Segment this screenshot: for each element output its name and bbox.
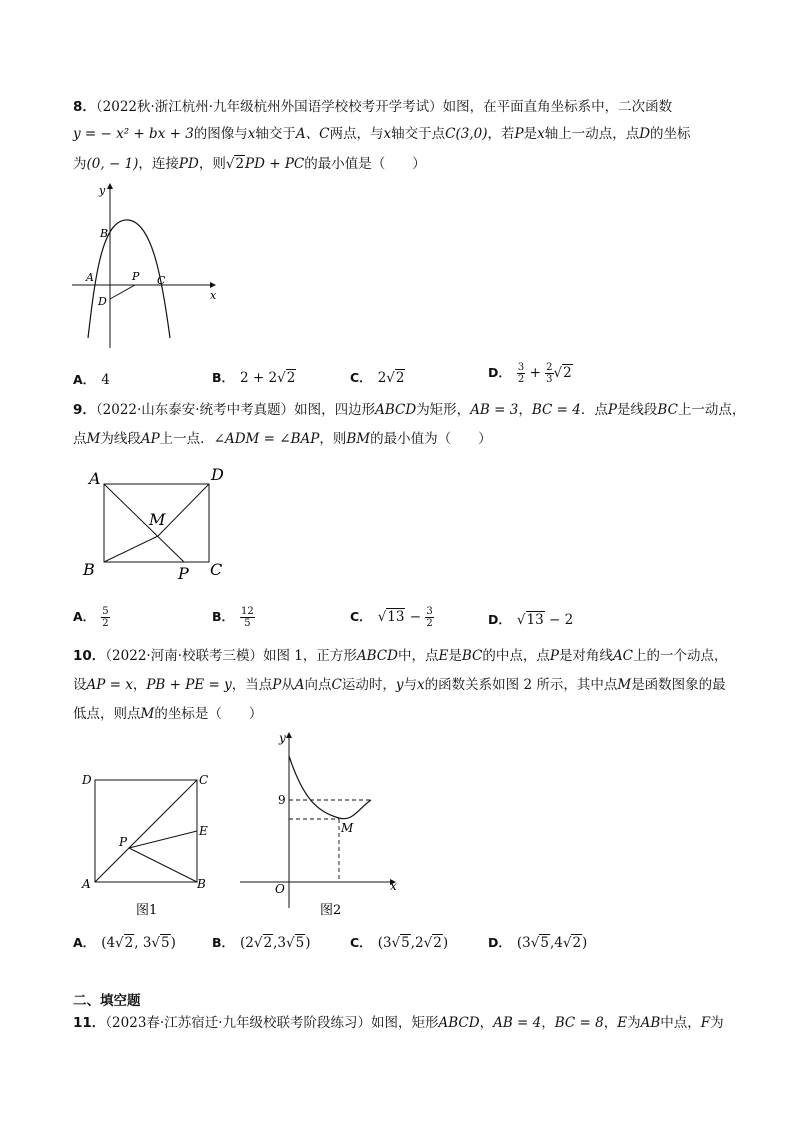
frac-den: 2 bbox=[517, 374, 525, 385]
q9-option-a[interactable] bbox=[73, 606, 110, 629]
option-radicand: 2 bbox=[572, 935, 582, 951]
q10-figure1-square bbox=[74, 765, 224, 920]
frac-den: 5 bbox=[244, 618, 251, 629]
label-y: y bbox=[99, 184, 106, 197]
q10-var: y bbox=[395, 677, 404, 693]
q10-text: ，当点 bbox=[231, 677, 273, 693]
q10-var: P bbox=[272, 677, 282, 693]
option-radicand: 5 bbox=[540, 935, 549, 951]
q8-var: x bbox=[537, 126, 545, 142]
option-radicand: 2 bbox=[433, 935, 442, 951]
option-value: (4 bbox=[101, 935, 116, 951]
option-letter: D． bbox=[488, 612, 511, 627]
q10-expr: AP = x bbox=[86, 677, 133, 693]
segment-pd bbox=[110, 285, 135, 299]
q11-text: 为 bbox=[627, 1015, 641, 1031]
q11-var: AB bbox=[640, 1015, 661, 1031]
option-radicand: 5 bbox=[401, 935, 410, 951]
q8-option-c[interactable]: C． 2√2 bbox=[350, 370, 405, 386]
option-radicand: 13 bbox=[526, 612, 544, 628]
frac-num: 12 bbox=[241, 606, 254, 617]
q10-text: 如图 1，正方形 bbox=[263, 648, 357, 664]
segment-pe bbox=[129, 831, 197, 848]
q9-figure-rectangle bbox=[80, 462, 240, 587]
label-a: A bbox=[86, 271, 94, 284]
q8-text: 轴交于点 bbox=[391, 126, 446, 142]
label-d: D bbox=[98, 295, 107, 308]
option-value: 4 bbox=[101, 372, 110, 388]
option-value: (3 bbox=[377, 935, 392, 951]
label-a: A bbox=[82, 877, 91, 891]
q9-expr: AB = 3 bbox=[470, 402, 519, 418]
q10-text: 向点 bbox=[304, 677, 332, 693]
q9-text: 是线段 bbox=[616, 402, 658, 418]
q10-text: 上的一个动点， bbox=[633, 648, 728, 664]
q10-line3 bbox=[73, 702, 262, 722]
q9-var: AP bbox=[140, 431, 160, 447]
label-a: A bbox=[89, 469, 101, 488]
q11-var: F bbox=[700, 1015, 711, 1031]
q8-text: ，则 bbox=[198, 156, 226, 172]
q11-source: （2023春·江苏宿迁·九年级校联考阶段练习） bbox=[105, 1015, 371, 1031]
segment-dm bbox=[158, 484, 209, 536]
q9-var: M bbox=[86, 431, 101, 447]
option-value: (2 bbox=[240, 935, 254, 951]
q9-text: 点 bbox=[73, 431, 87, 447]
q10-expr: PB + PE = y bbox=[146, 677, 232, 693]
q8-radicand: 2 bbox=[235, 156, 245, 172]
option-value: ) bbox=[582, 935, 588, 951]
q8-figure-parabola bbox=[70, 178, 230, 353]
q8-function: y = − x² + bx + 3 bbox=[73, 126, 194, 142]
q10-text: 的中点，点 bbox=[482, 648, 550, 664]
q9-option-d[interactable]: D． √13 − 2 bbox=[488, 612, 574, 628]
q10-var: ABCD bbox=[356, 648, 398, 664]
q9-text: 上一动点， bbox=[677, 402, 746, 418]
frac-den: 2 bbox=[102, 618, 109, 629]
q8-text: 的最小值是（ ） bbox=[304, 156, 426, 172]
q10-text: 低点，则点 bbox=[73, 706, 141, 722]
option-letter: B． bbox=[212, 935, 235, 950]
q10-text: 的坐标是（ ） bbox=[154, 706, 263, 722]
option-value: ) bbox=[305, 935, 311, 951]
q9-option-b[interactable] bbox=[212, 606, 255, 629]
option-value: 2 bbox=[377, 370, 387, 386]
q9-line2 bbox=[73, 427, 492, 447]
option-radicand: 13 bbox=[387, 609, 405, 625]
q9-angle-expr: ∠ADM = ∠BAP bbox=[213, 431, 320, 447]
label-m: M bbox=[149, 510, 166, 529]
label-x: x bbox=[210, 289, 217, 302]
segment-pb bbox=[129, 848, 197, 882]
label-p: P bbox=[178, 564, 189, 583]
q10-figure2-graph bbox=[235, 728, 405, 920]
label-b: B bbox=[100, 227, 109, 240]
option-letter: A． bbox=[73, 609, 96, 624]
label-c: C bbox=[157, 274, 166, 287]
option-letter: D． bbox=[488, 935, 511, 950]
q10-text: 设 bbox=[73, 677, 87, 693]
option-letter: C． bbox=[350, 609, 372, 624]
q10-text: 中，点 bbox=[397, 648, 439, 664]
figure1-caption: 图1 bbox=[136, 903, 158, 918]
q11-text: ， bbox=[541, 1015, 555, 1031]
q8-option-b[interactable]: B． 2 + 2√2 bbox=[212, 370, 296, 386]
q8-var: D bbox=[639, 126, 651, 142]
q10-text: ， bbox=[132, 677, 147, 693]
q10-text: 是对角线 bbox=[558, 648, 613, 664]
q8-line2 bbox=[73, 122, 691, 142]
option-op: − bbox=[409, 609, 422, 625]
q8-text: 轴交于 bbox=[255, 126, 296, 142]
q11-text: 中点， bbox=[660, 1015, 701, 1031]
q10-var: BC bbox=[461, 648, 483, 664]
q8-text: ，若 bbox=[487, 126, 515, 142]
option-value: − 2 bbox=[548, 612, 574, 628]
q9-text: 如图，四边形 bbox=[294, 402, 376, 418]
option-radicand: 5 bbox=[295, 935, 305, 951]
frac-den: 3 bbox=[546, 374, 553, 385]
q8-line1 bbox=[73, 95, 672, 115]
q10-text: 运动时， bbox=[341, 677, 396, 693]
q11-text: ， bbox=[603, 1015, 618, 1031]
option-value: 2 + 2 bbox=[240, 370, 278, 386]
option-value: , 3 bbox=[134, 935, 152, 951]
q10-text: 的函数关系如图 2 所示，其中点 bbox=[424, 677, 618, 693]
q8-expr: PD + PC bbox=[245, 156, 305, 172]
q10-option-d[interactable]: D． (3√5,4√2) bbox=[488, 935, 588, 951]
segment-ap bbox=[104, 484, 184, 562]
q10-var: M bbox=[140, 706, 155, 722]
q8-var: A、C bbox=[295, 126, 330, 142]
q11-var: ABCD bbox=[438, 1015, 480, 1031]
q9-var: BM bbox=[346, 431, 371, 447]
q9-text: 上一点． bbox=[159, 431, 214, 447]
option-radicand: 2 bbox=[124, 935, 134, 951]
q9-text: ，则 bbox=[319, 431, 347, 447]
option-value: ,4 bbox=[549, 935, 563, 951]
option-letter: C． bbox=[350, 935, 372, 950]
frac-den: 2 bbox=[426, 618, 433, 629]
option-letter: B． bbox=[212, 609, 235, 624]
q9-text: ．点 bbox=[580, 402, 608, 418]
q10-option-a[interactable]: A． (4√2, 3√5) bbox=[73, 935, 176, 951]
label-e: E bbox=[199, 824, 208, 838]
q11-number: 11． bbox=[73, 1015, 106, 1031]
option-value: ,3 bbox=[273, 935, 286, 951]
function-curve bbox=[289, 756, 371, 819]
label-p: P bbox=[119, 835, 128, 849]
label-d: D bbox=[211, 465, 224, 484]
q11-line1 bbox=[73, 1011, 724, 1031]
option-letter: B． bbox=[212, 370, 235, 385]
q8-var: P bbox=[514, 126, 524, 142]
option-op: + bbox=[529, 365, 541, 381]
q10-text: 是函数图象的最 bbox=[631, 677, 726, 693]
q8-text: 为 bbox=[73, 156, 87, 172]
q8-point-c: C(3,0) bbox=[445, 126, 488, 142]
q10-line1 bbox=[73, 644, 728, 664]
q8-text: 的图像与 bbox=[193, 126, 248, 142]
q8-text: 的坐标 bbox=[650, 126, 691, 142]
q9-text: 为线段 bbox=[100, 431, 141, 447]
option-radicand: 5 bbox=[161, 935, 170, 951]
q9-option-c[interactable]: C． √13 − $\frac{3}{2}$ bbox=[350, 606, 433, 629]
q10-var: A bbox=[294, 677, 305, 693]
q11-text: 为 bbox=[710, 1015, 724, 1031]
q8-option-a[interactable] bbox=[73, 370, 110, 388]
label-m: M bbox=[341, 821, 354, 835]
label-x: x bbox=[390, 879, 397, 893]
option-letter: A． bbox=[73, 935, 96, 950]
q10-var: C bbox=[331, 677, 342, 693]
option-radicand: 2 bbox=[563, 365, 572, 381]
q8-number: 8． bbox=[73, 99, 96, 115]
q10-line2 bbox=[73, 673, 726, 693]
q9-text: 为矩形， bbox=[416, 402, 471, 418]
label-p: P bbox=[132, 270, 140, 283]
option-value: (3 bbox=[516, 935, 531, 951]
q10-var: AC bbox=[612, 648, 634, 664]
q10-text: 从 bbox=[281, 677, 295, 693]
q8-sqrt-expr: √2 bbox=[225, 156, 245, 172]
q8-text: 两点，与 bbox=[329, 126, 384, 142]
label-o: O bbox=[275, 882, 285, 896]
q10-var: x bbox=[417, 677, 425, 693]
label-9: 9 bbox=[278, 793, 286, 807]
q9-text: ， bbox=[518, 402, 532, 418]
q11-text: 如图，矩形 bbox=[371, 1015, 439, 1031]
option-radicand: 2 bbox=[286, 370, 296, 386]
frac-num: 5 bbox=[102, 606, 109, 617]
q10-option-c[interactable]: C． (3√5,2√2) bbox=[350, 935, 449, 951]
q10-var: P bbox=[549, 648, 559, 664]
option-radicand: 2 bbox=[395, 370, 405, 386]
option-value: ) bbox=[170, 935, 176, 951]
q10-source: （2022·河南·校联考三模） bbox=[105, 648, 263, 664]
q10-var: M bbox=[617, 677, 632, 693]
q9-number: 9． bbox=[73, 402, 96, 418]
section-heading-fill-blank: 二、填空题 bbox=[73, 993, 141, 1009]
q8-option-d[interactable]: D． $\frac{3}{2}$ + $\frac{2}{3}$ √2 bbox=[488, 362, 572, 385]
q8-text: 如图，在平面直角坐标系中，二次函数 bbox=[442, 99, 673, 115]
q8-text: ，连接 bbox=[138, 156, 179, 172]
label-d: D bbox=[82, 773, 92, 787]
frac-num: 2 bbox=[546, 362, 553, 373]
option-radicand: 2 bbox=[263, 935, 273, 951]
q8-source: （2022秋·浙江杭州·九年级杭州外国语学校校考开学考试） bbox=[95, 99, 443, 115]
q10-option-b[interactable]: B． (2√2,3√5) bbox=[212, 935, 311, 951]
q8-var: PD bbox=[178, 156, 199, 172]
q10-number: 10． bbox=[73, 648, 106, 664]
q9-source: （2022·山东泰安·统考中考真题） bbox=[95, 402, 295, 418]
segment-bm bbox=[104, 536, 158, 562]
label-b: B bbox=[197, 877, 206, 891]
option-letter: A． bbox=[73, 372, 96, 387]
q8-var: x bbox=[247, 126, 256, 142]
q10-text: 与 bbox=[403, 677, 418, 693]
q11-expr: AB = 4 bbox=[493, 1015, 542, 1031]
figure2-caption: 图2 bbox=[320, 903, 342, 918]
q8-text: 是 bbox=[523, 126, 538, 142]
q9-text: 的最小值为（ ） bbox=[370, 431, 492, 447]
frac-num: 3 bbox=[517, 362, 525, 373]
option-value: ) bbox=[442, 935, 449, 951]
q10-var: E bbox=[438, 648, 449, 664]
label-y: y bbox=[279, 731, 286, 745]
q8-line3 bbox=[73, 152, 426, 172]
option-letter: C． bbox=[350, 370, 372, 385]
q9-var: ABCD bbox=[375, 402, 417, 418]
label-c: C bbox=[199, 773, 209, 787]
q9-var: P bbox=[607, 402, 617, 418]
label-c: C bbox=[210, 560, 223, 579]
label-b: B bbox=[83, 560, 95, 579]
q9-expr: BC = 4 bbox=[531, 402, 581, 418]
q9-var: BC bbox=[657, 402, 678, 418]
q9-line1 bbox=[73, 398, 745, 418]
option-value: ,2 bbox=[410, 935, 424, 951]
q11-expr: BC = 8 bbox=[554, 1015, 604, 1031]
q8-text: 轴上一动点，点 bbox=[544, 126, 640, 142]
q11-var: E bbox=[617, 1015, 628, 1031]
q8-point-d: (0, − 1) bbox=[86, 156, 139, 172]
q10-text: 是 bbox=[448, 648, 462, 664]
option-letter: D． bbox=[488, 365, 511, 380]
q11-text: ， bbox=[479, 1015, 494, 1031]
q8-var: x bbox=[383, 126, 392, 142]
frac-num: 3 bbox=[426, 606, 433, 617]
diagonal-ac bbox=[95, 780, 197, 882]
